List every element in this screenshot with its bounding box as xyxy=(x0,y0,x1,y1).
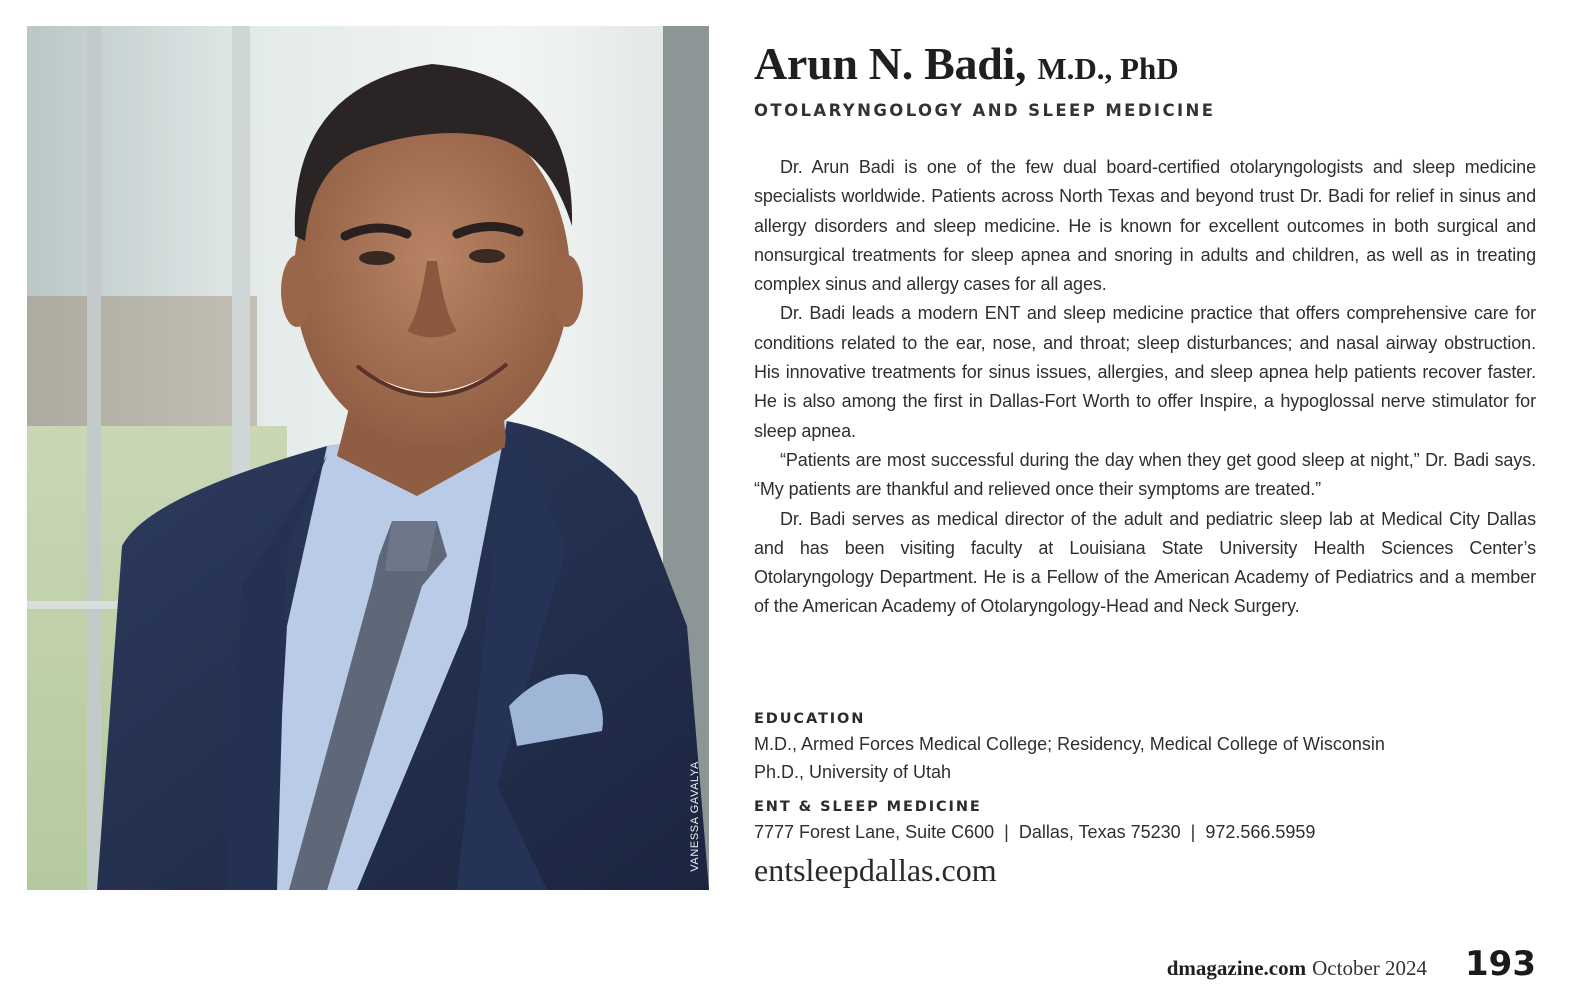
profile-column xyxy=(754,34,1536,622)
details-section xyxy=(754,708,1536,890)
footer-issue: October 2024 xyxy=(1312,956,1428,980)
bio-paragraph: “Patients are most successful during the day when they get good sleep at night,” Dr. Badi says. “My patients are thankful and relieved once their symptoms are treated.” xyxy=(754,449,1536,500)
practice-address: 7777 Forest Lane, Suite C600 xyxy=(754,822,995,842)
practice-phone[interactable]: 972.566.5959 xyxy=(1205,822,1316,842)
practice-city: Dallas, Texas 75230 xyxy=(1018,822,1181,842)
doctor-credentials: M.D., PhD xyxy=(1037,51,1179,86)
specialty-heading: OTOLARYNGOLOGY AND SLEEP MEDICINE xyxy=(754,101,1216,120)
page-number: 193 xyxy=(1465,944,1536,984)
education-line: Ph.D., University of Utah xyxy=(754,762,952,782)
education-heading: EDUCATION xyxy=(754,711,866,727)
photo-credit: VANESSA GAVALYA xyxy=(689,761,701,872)
doctor-name-text: Arun N. Badi, xyxy=(754,38,1027,89)
doctor-name xyxy=(754,34,1536,99)
education-line: M.D., Armed Forces Medical College; Residency, Medical College of Wisconsin xyxy=(754,734,1385,754)
page-footer xyxy=(1167,944,1536,988)
bio-paragraph: Dr. Badi serves as medical director of the adult and pediatric sleep lab at Medical City Dallas and has been visiting faculty at Louisiana State University Health Sciences Center’s Otolaryngology Department. He is a Fellow of the American Academy of Pediatrics and a member of the American Academy of Otolaryngology-Head and Neck Surgery. xyxy=(754,508,1536,617)
separator: | xyxy=(1190,822,1196,842)
practice-website-link[interactable]: entsleepdallas.com xyxy=(754,852,997,888)
separator: | xyxy=(1004,822,1009,842)
bio-paragraph: Dr. Badi leads a modern ENT and sleep medicine practice that offers comprehensive care for conditions related to the ear, nose, and throat; sleep disturbances; and nasal airway obstruction. His innovative treatments for sinus issues, allergies, and sleep apnea help patients recover faster. He is also among the first in Dallas-Fort Worth to offer Inspire, a hypoglossal nerve stimulator for sleep apnea. xyxy=(754,303,1536,441)
footer-site: dmagazine.com xyxy=(1166,956,1307,980)
practice-contact xyxy=(754,818,1536,846)
practice-heading: ENT & SLEEP MEDICINE xyxy=(754,799,982,815)
bio-paragraph: Dr. Arun Badi is one of the few dual board-certified otolaryngologists and sleep medicine specialists worldwide. Patients across North Texas and beyond trust Dr. Badi for relief in sinus and allergy disorders and sleep medicine. He is known for excellent outcomes in both surgical and nonsurgical treatments for sleep apnea and snoring in adults and children, as well as in treating complex sinus and allergy cases for all ages. xyxy=(754,157,1536,295)
portrait-photo xyxy=(27,26,709,890)
bio-section xyxy=(754,153,1536,622)
portrait-illustration xyxy=(27,26,709,890)
